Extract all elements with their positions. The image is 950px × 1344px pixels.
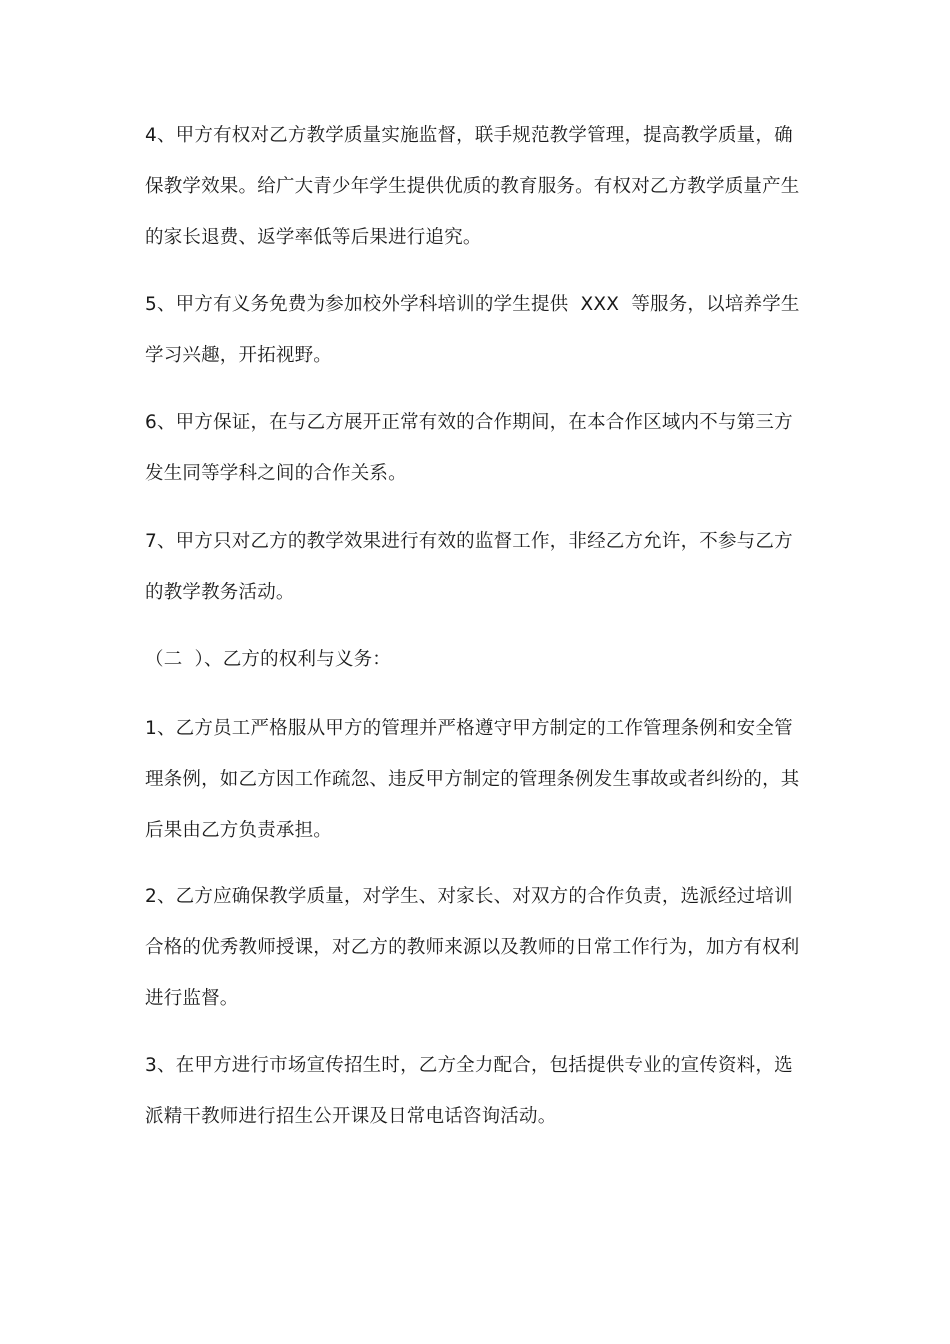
paragraph-clause-4 [145,110,813,263]
paragraph-line: 合格的优秀教师授课，对乙方的教师来源以及教师的日常工作行为，加方有权利 [145,937,800,958]
paragraph-line: 5、甲方有义务免费为参加校外学科培训的学生提供 XXX 等服务，以培养学生 [145,294,800,315]
paragraph-line: 3、在甲方进行市场宣传招生时，乙方全力配合，包括提供专业的宣传资料，选 [145,1055,793,1076]
paragraph-line: 的教学教务活动。 [145,582,295,603]
paragraph-clause-b3 [145,1040,813,1142]
paragraph-line: 4、甲方有权对乙方教学质量实施监督，联手规范教学管理，提高教学质量，确 [145,125,793,146]
paragraph-line: 进行监督。 [145,988,239,1009]
paragraph-line: 7、甲方只对乙方的教学效果进行有效的监督工作，非经乙方允许，不参与乙方 [145,531,793,552]
paragraph-line: 派精干教师进行招生公开课及日常电话咨询活动。 [145,1106,557,1127]
paragraph-line: 后果由乙方负责承担。 [145,820,333,841]
paragraph-line: 6、甲方保证，在与乙方展开正常有效的合作期间，在本合作区域内不与第三方 [145,412,793,433]
paragraph-line: 理条例，如乙方因工作疏忽、违反甲方制定的管理条例发生事故或者纠纷的，其 [145,769,800,790]
paragraph-line: 的家长退费、返学率低等后果进行追究。 [145,227,482,248]
paragraph-clause-b1 [145,703,813,856]
paragraph-clause-6 [145,397,813,499]
section-heading-text: （二 ）、乙方的权利与义务： [145,649,392,670]
paragraph-clause-5 [145,279,813,381]
paragraph-line: 保教学效果。给广大青少年学生提供优质的教育服务。有权对乙方教学质量产生 [145,176,800,197]
paragraph-line: 学习兴趣，开拓视野。 [145,345,333,366]
paragraph-clause-7 [145,516,813,618]
section-heading [145,634,813,685]
paragraph-clause-b2 [145,871,813,1024]
paragraph-line: 1、乙方员工严格服从甲方的管理并严格遵守甲方制定的工作管理条例和安全管 [145,718,793,739]
paragraph-line: 发生同等学科之间的合作关系。 [145,463,407,484]
paragraph-line: 2、乙方应确保教学质量，对学生、对家长、对双方的合作负责，选派经过培训 [145,886,793,907]
